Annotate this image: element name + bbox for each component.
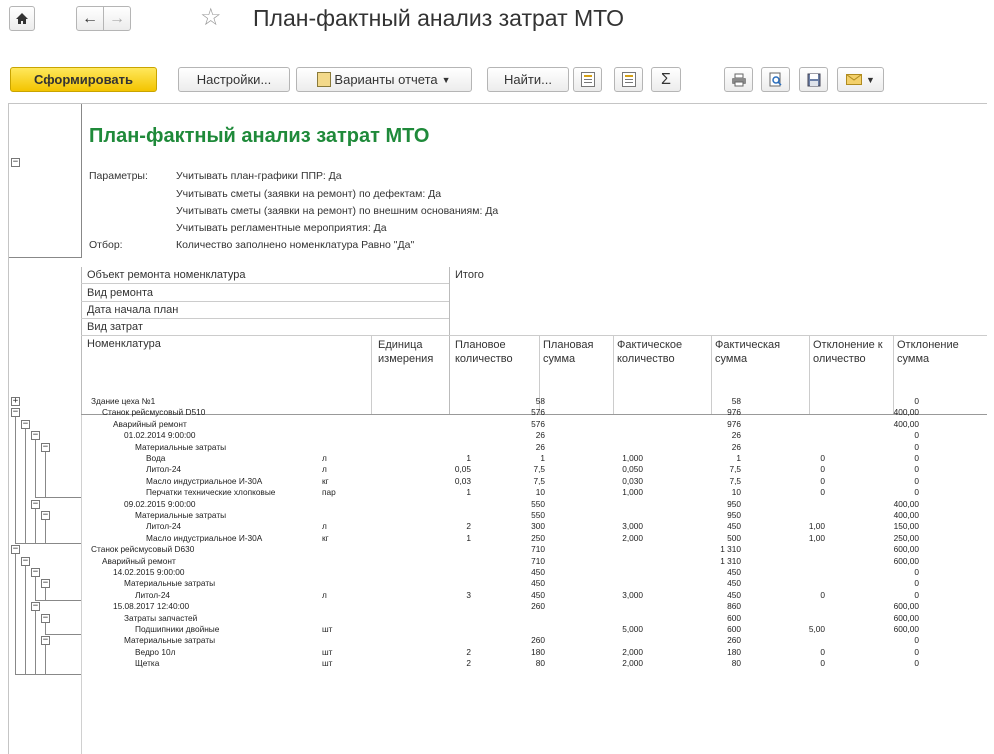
cell-ds: 0 [914, 396, 919, 406]
arrow-right-icon: → [109, 9, 125, 27]
cell-name: Материальные затраты [135, 510, 227, 520]
header-group-bracket [9, 104, 82, 258]
cell-dq: 1,00 [808, 521, 825, 532]
report-variants-label: Варианты отчета [334, 72, 438, 87]
send-email-button[interactable] [837, 67, 884, 92]
expand-group-icon[interactable]: + [12, 396, 19, 406]
cell-ps: 550 [531, 510, 545, 520]
cell-fs: 450 [727, 521, 741, 532]
cell-ps: 260 [531, 635, 545, 646]
group-tree-line [45, 600, 81, 601]
cell-ds: 150,00 [893, 521, 919, 532]
collapse-group-icon[interactable]: − [42, 635, 49, 646]
cell-ds: 250,00 [893, 532, 919, 543]
print-preview-icon [769, 72, 783, 87]
cell-ps: 26 [535, 441, 545, 452]
cell-ps: 450 [531, 567, 545, 577]
cell-ds: 0 [914, 487, 919, 498]
param-line: Учитывать регламентные мероприятия: Да [176, 222, 387, 234]
cell-ds: 0 [914, 567, 919, 577]
cell-name: Здание цеха №1 [91, 396, 156, 406]
cell-name: 14.02.2015 9:00:00 [113, 567, 185, 577]
group-tree-line [35, 577, 36, 600]
cell-ps: 26 [535, 430, 545, 441]
collapse-groups-icon [622, 72, 636, 87]
cell-pq: 0,05 [454, 464, 471, 475]
header-plan-sum: Плановая сумма [543, 339, 594, 365]
cell-unit: шт [322, 624, 333, 634]
cell-ps: 450 [531, 578, 545, 589]
collapse-group-icon[interactable]: − [22, 418, 29, 429]
header-cost-type: Вид затрат [87, 321, 143, 333]
cell-ps: 260 [531, 601, 545, 612]
table-row[interactable] [89, 407, 987, 418]
cell-ps: 58 [535, 396, 545, 406]
cell-name: Масло индустриальное И-30А [146, 532, 263, 543]
filter-label: Отбор: [89, 239, 123, 251]
cell-ps: 7,5 [533, 475, 545, 486]
param-line: Учитывать сметы (заявки на ремонт) по дефектам: Да [176, 188, 442, 200]
window-title: План-фактный анализ затрат МТО [253, 5, 625, 31]
cell-unit: пар [322, 487, 336, 498]
envelope-icon [846, 74, 862, 85]
home-icon [15, 12, 29, 25]
cell-fs: 500 [727, 532, 741, 543]
cell-pq: 2 [466, 658, 471, 669]
group-tree-line [45, 588, 46, 599]
cell-ps: 10 [535, 487, 545, 498]
cell-ps: 710 [531, 555, 545, 566]
cell-ps: 576 [531, 418, 545, 429]
report-title: План-фактный анализ затрат МТО [89, 125, 430, 147]
home-button[interactable] [9, 6, 35, 31]
cell-ds: 0 [914, 441, 919, 452]
table-row[interactable] [89, 487, 987, 498]
group-tree-line [45, 497, 81, 498]
cell-fs: 950 [727, 510, 741, 520]
cell-ps: 1 [540, 453, 545, 463]
cell-fq: 1,000 [622, 453, 643, 463]
cell-unit: шт [322, 658, 333, 669]
collapse-group-icon[interactable]: − [32, 430, 39, 441]
table-row[interactable] [89, 635, 987, 646]
header-dev-qty: Отклонение количество [813, 339, 883, 365]
cell-ds: 400,00 [893, 418, 919, 429]
table-row[interactable] [89, 658, 987, 669]
group-tree-line [25, 566, 26, 674]
cell-name: Щетка [135, 658, 160, 669]
save-button[interactable] [799, 67, 828, 92]
group-tree-line [45, 520, 46, 543]
collapse-group-icon[interactable]: − [12, 407, 19, 418]
preview-button[interactable] [761, 67, 790, 92]
cell-ps: 80 [535, 658, 545, 669]
floppy-disk-icon [807, 73, 821, 87]
collapse-group-icon[interactable]: − [42, 441, 49, 452]
header-object: Объект ремонта номенклатура [87, 269, 246, 281]
cell-ds: 0 [914, 475, 919, 486]
cell-name: Масло индустриальное И-30А [146, 475, 263, 486]
group-tree-line [45, 634, 81, 635]
sum-button[interactable] [651, 67, 681, 92]
header-fact-sum: Фактическая сумма [715, 339, 781, 365]
cell-unit: л [322, 464, 327, 475]
collapse-groups-button[interactable] [614, 67, 643, 92]
cell-fs: 1 310 [720, 555, 741, 566]
find-label: Найти... [504, 72, 552, 87]
header-start-date: Дата начала план [87, 304, 179, 316]
cell-name: Перчатки технические хлопковые [146, 487, 276, 498]
collapse-group-icon[interactable]: − [42, 612, 49, 623]
cell-name: Затраты запчастей [124, 612, 198, 623]
cell-pq: 1 [466, 453, 471, 463]
table-row[interactable] [89, 442, 987, 453]
cell-fq: 0,050 [622, 464, 643, 475]
cell-dq: 0 [820, 658, 825, 669]
cell-ps: 450 [531, 589, 545, 600]
find-button[interactable] [487, 67, 569, 92]
cell-unit: л [322, 521, 327, 532]
table-row[interactable] [89, 510, 987, 521]
header-repair-type: Вид ремонта [87, 287, 153, 299]
cell-pq: 1 [466, 487, 471, 498]
cell-name: Аварийный ремонт [102, 555, 176, 566]
header-total: Итого [455, 269, 484, 281]
cell-dq: 1,00 [808, 532, 825, 543]
cell-fs: 976 [727, 418, 741, 429]
cell-pq: 2 [466, 521, 471, 532]
expand-groups-button[interactable] [573, 67, 602, 92]
table-row[interactable] [89, 647, 987, 658]
cell-ds: 0 [914, 464, 919, 475]
report-variants-button[interactable] [296, 67, 472, 92]
collapse-group-icon[interactable]: − [22, 555, 29, 566]
cell-unit: кг [322, 475, 329, 486]
cell-ds: 400,00 [893, 498, 919, 509]
cell-unit: шт [322, 646, 333, 657]
group-tree-line [35, 509, 36, 543]
table-row[interactable] [89, 624, 987, 635]
cell-dq: 0 [820, 589, 825, 600]
cell-dq: 0 [820, 464, 825, 475]
cell-dq: 0 [820, 487, 825, 498]
cell-unit: л [322, 453, 327, 463]
cell-unit: кг [322, 532, 329, 543]
group-tree-line [15, 417, 16, 542]
cell-ps: 250 [531, 532, 545, 543]
cell-fq: 2,000 [622, 658, 643, 669]
collapse-group-icon[interactable]: − [32, 601, 39, 612]
cell-fq: 3,000 [622, 521, 643, 532]
print-button[interactable] [724, 67, 753, 92]
cell-fs: 450 [727, 589, 741, 600]
report-spreadsheet[interactable] [8, 103, 987, 754]
cell-ds: 400,00 [893, 407, 919, 418]
cell-name: Вода [146, 453, 166, 463]
table-row[interactable] [89, 396, 987, 407]
cell-name: 01.02.2014 9:00:00 [124, 430, 196, 441]
header-nomenclature: Номенклатура [87, 338, 161, 350]
generate-button[interactable] [10, 67, 157, 92]
cell-ds: 0 [914, 430, 919, 441]
cell-fs: 1 310 [720, 544, 741, 555]
cell-name: Материальные затраты [124, 578, 216, 589]
cell-fs: 26 [731, 430, 741, 441]
cell-name: Материальные затраты [135, 441, 227, 452]
cell-fs: 860 [727, 601, 741, 612]
cell-pq: 0,03 [454, 475, 471, 486]
cell-ds: 400,00 [893, 510, 919, 520]
group-tree-line [45, 623, 46, 634]
cell-ds: 0 [914, 635, 919, 646]
collapse-header-icon[interactable]: − [12, 157, 19, 167]
cell-fq: 3,000 [622, 589, 643, 600]
generate-label: Сформировать [33, 72, 134, 87]
cell-ds: 0 [914, 453, 919, 463]
collapse-group-icon[interactable]: − [12, 544, 19, 555]
cell-fq: 5,000 [622, 624, 643, 634]
group-tree-line [25, 429, 26, 543]
report-variants-icon [317, 72, 331, 87]
favorite-star-icon[interactable]: ☆ [200, 4, 222, 31]
cell-name: Станок рейсмусовый D630 [91, 544, 195, 555]
cell-name: Литол-24 [146, 521, 182, 532]
table-row[interactable] [89, 590, 987, 601]
cell-pq: 1 [466, 532, 471, 543]
filter-value: Количество заполнено номенклатура Равно "Да" [176, 239, 415, 251]
cell-ds: 600,00 [893, 601, 919, 612]
cell-fq: 0,030 [622, 475, 643, 486]
cell-fs: 1 [736, 453, 741, 463]
cell-ds: 600,00 [893, 544, 919, 555]
table-row[interactable] [89, 476, 987, 487]
cell-dq: 0 [820, 453, 825, 463]
group-tree-line [45, 674, 81, 675]
expand-groups-icon [581, 72, 595, 87]
arrow-left-icon: ← [82, 9, 98, 27]
chevron-down-icon: ▼ [441, 74, 451, 85]
table-row[interactable] [89, 578, 987, 589]
cell-fs: 26 [731, 441, 741, 452]
cell-fs: 80 [731, 658, 741, 669]
cell-ds: 600,00 [893, 555, 919, 566]
cell-ds: 0 [914, 578, 919, 589]
header-unit: Единица измерения [378, 339, 434, 365]
cell-fs: 260 [727, 635, 741, 646]
group-tree-line [35, 611, 36, 674]
table-row[interactable] [89, 521, 987, 532]
group-tree-line [15, 554, 16, 674]
table-header [81, 267, 987, 415]
cell-fq: 2,000 [622, 532, 643, 543]
header-dev-sum: Отклонение сумма [897, 339, 959, 365]
header-fact-qty: Фактическое количество [617, 339, 683, 365]
table-row[interactable] [89, 544, 987, 555]
table-row[interactable] [89, 533, 987, 544]
cell-ps: 7,5 [533, 464, 545, 475]
printer-icon [731, 73, 747, 87]
cell-dq: 0 [820, 475, 825, 486]
cell-fs: 600 [727, 612, 741, 623]
table-row[interactable] [89, 419, 987, 430]
param-line: Учитывать план-графики ППР: Да [176, 170, 342, 182]
param-line: Учитывать сметы (заявки на ремонт) по внешним основаниям: Да [176, 205, 499, 217]
cell-pq: 2 [466, 646, 471, 657]
back-button[interactable] [76, 6, 104, 31]
cell-pq: 3 [466, 589, 471, 600]
cell-fs: 450 [727, 578, 741, 589]
collapse-group-icon[interactable]: − [32, 498, 39, 509]
cell-name: Материальные затраты [124, 635, 216, 646]
cell-fs: 180 [727, 646, 741, 657]
cell-name: Ведро 10л [135, 646, 176, 657]
cell-ds: 600,00 [893, 624, 919, 634]
table-row[interactable] [89, 499, 987, 510]
cell-fq: 2,000 [622, 646, 643, 657]
cell-fs: 450 [727, 567, 741, 577]
group-tree-line [35, 440, 36, 497]
cell-ds: 0 [914, 646, 919, 657]
cell-name: Литол-24 [135, 589, 171, 600]
table-row[interactable] [89, 430, 987, 441]
cell-ds: 600,00 [893, 612, 919, 623]
cell-fs: 7,5 [729, 464, 741, 475]
cell-dq: 0 [820, 646, 825, 657]
cell-name: Станок рейсмусовый D510 [102, 407, 206, 418]
sum-icon: Σ [661, 70, 671, 88]
cell-ps: 576 [531, 407, 545, 418]
table-row[interactable] [89, 601, 987, 612]
cell-ds: 0 [914, 658, 919, 669]
header-plan-qty: Плановое количество [455, 339, 513, 365]
cell-ps: 710 [531, 544, 545, 555]
settings-button[interactable] [178, 67, 290, 92]
cell-name: 09.02.2015 9:00:00 [124, 498, 196, 509]
cell-name: Аварийный ремонт [113, 418, 187, 429]
forward-button[interactable] [103, 6, 131, 31]
chevron-down-icon: ▼ [866, 74, 875, 85]
cell-fs: 10 [731, 487, 741, 498]
cell-unit: л [322, 589, 327, 600]
group-tree-line [45, 543, 81, 544]
cell-fs: 976 [727, 407, 741, 418]
collapse-group-icon[interactable]: − [42, 578, 49, 589]
cell-name: 15.08.2017 12:40:00 [113, 601, 190, 612]
cell-ps: 180 [531, 646, 545, 657]
collapse-group-icon[interactable]: − [32, 567, 39, 577]
cell-fs: 950 [727, 498, 741, 509]
table-row[interactable] [89, 613, 987, 624]
settings-label: Настройки... [196, 72, 272, 87]
cell-ds: 0 [914, 589, 919, 600]
cell-fs: 600 [727, 624, 741, 634]
cell-fs: 58 [731, 396, 741, 406]
cell-name: Литол-24 [146, 464, 182, 475]
table-row[interactable] [89, 464, 987, 475]
table-row[interactable] [89, 567, 987, 578]
cell-dq: 5,00 [808, 624, 825, 634]
cell-fs: 7,5 [729, 475, 741, 486]
cell-fq: 1,000 [622, 487, 643, 498]
group-tree-line [45, 645, 46, 674]
table-row[interactable] [89, 453, 987, 464]
collapse-group-icon[interactable]: − [42, 510, 49, 520]
table-row[interactable] [89, 556, 987, 567]
group-tree-line [45, 452, 46, 498]
cell-ps: 300 [531, 521, 545, 532]
cell-ps: 550 [531, 498, 545, 509]
cell-name: Подшипники двойные [135, 624, 220, 634]
params-label: Параметры: [89, 170, 148, 182]
